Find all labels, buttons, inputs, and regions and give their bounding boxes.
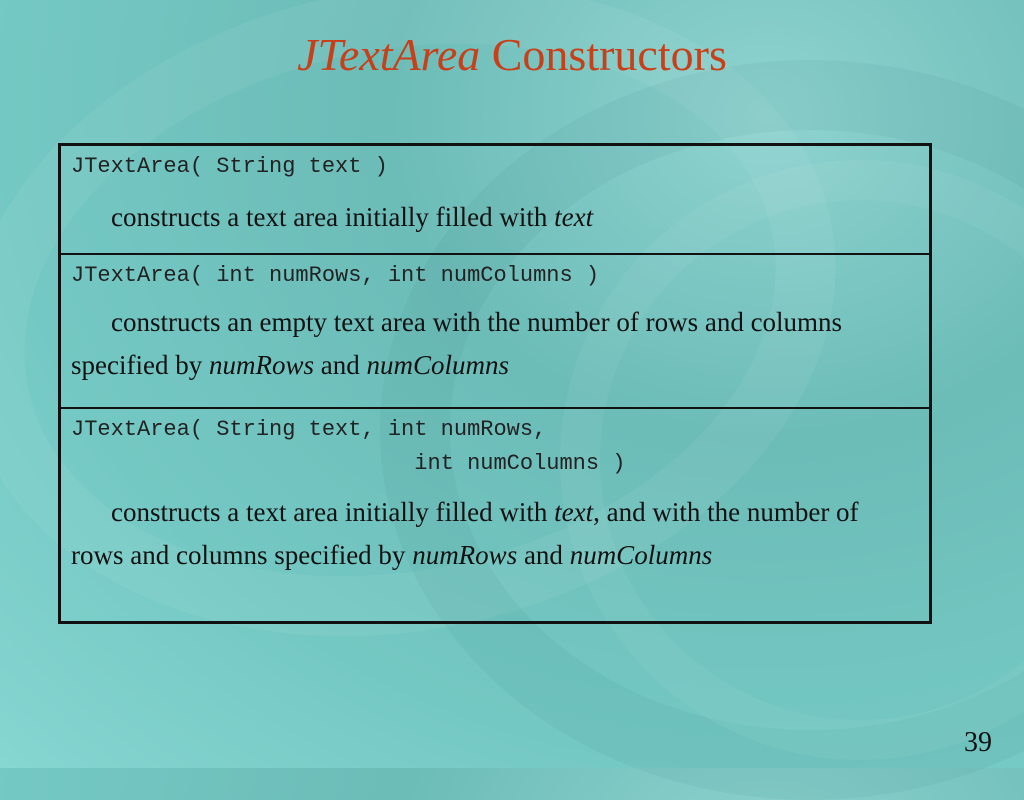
description-text: constructs a text area initially filled with xyxy=(111,202,555,232)
description-text: , and with the number of rows and columns specified by xyxy=(71,497,859,570)
description-text: and xyxy=(313,350,367,380)
description-param-name: numRows xyxy=(412,540,518,570)
constructor-description xyxy=(71,491,917,577)
description-param-name: text xyxy=(554,202,594,232)
slide-title xyxy=(0,30,1024,81)
constructor-signature: JTextArea( String text ) xyxy=(71,154,388,179)
page-number: 39 xyxy=(964,727,992,758)
constructor-row xyxy=(61,259,929,409)
constructor-description xyxy=(71,301,917,387)
constructor-signature: JTextArea( String text, int numRows, int numColumns ) xyxy=(71,417,626,476)
constructor-row xyxy=(61,150,929,255)
description-param-name: numColumns xyxy=(366,350,509,380)
description-text: constructs an empty text area with the number of rows and columns specified by xyxy=(71,307,843,380)
constructor-description xyxy=(71,196,917,239)
constructor-row xyxy=(61,413,929,621)
slide-title-rest: Constructors xyxy=(480,29,727,80)
constructor-signature: JTextArea( int numRows, int numColumns ) xyxy=(71,263,600,288)
description-param-name: text xyxy=(554,497,594,527)
description-text: and xyxy=(517,540,570,570)
description-text: constructs a text area initially filled with xyxy=(111,497,555,527)
slide-title-class-name: JTextArea xyxy=(297,29,481,80)
description-param-name: numRows xyxy=(208,350,314,380)
constructors-table xyxy=(58,143,932,624)
description-param-name: numColumns xyxy=(569,540,713,570)
